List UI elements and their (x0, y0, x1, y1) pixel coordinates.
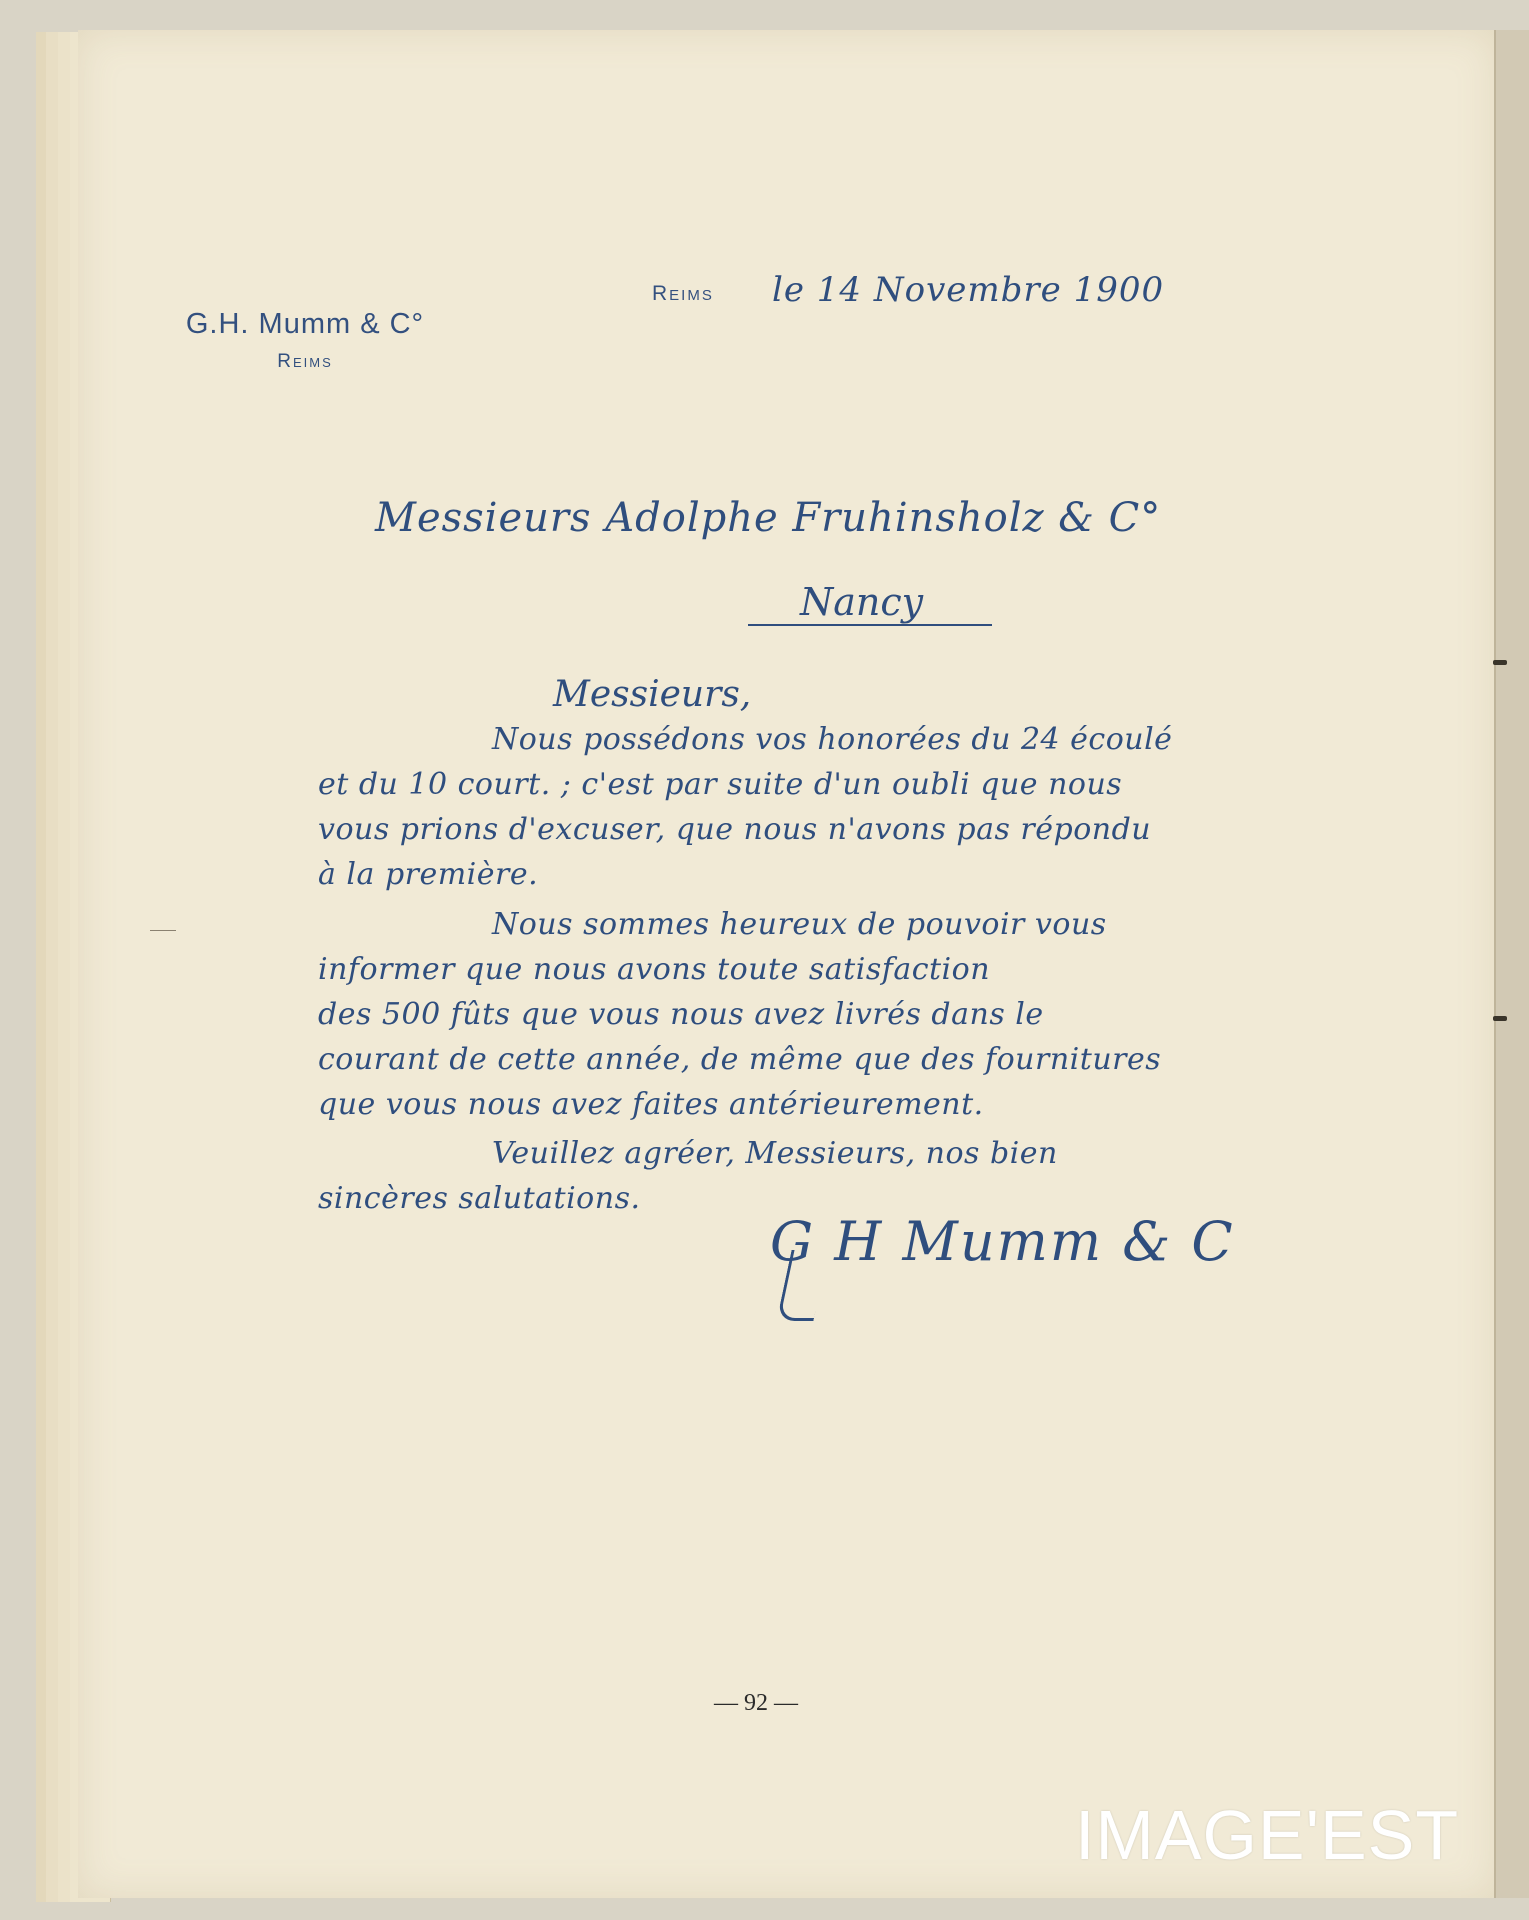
body-line: à la première. (318, 857, 539, 892)
page-number: — 92 — (714, 1690, 798, 1716)
letterhead (170, 308, 440, 373)
signature: G H Mumm & C (770, 1210, 1235, 1273)
staple (1493, 1016, 1507, 1021)
watermark-logo: IMAGE'EST (1075, 1796, 1460, 1874)
body-line: courant de cette année, de même que des fournitures (318, 1042, 1162, 1077)
dateline-date: le 14 Novembre 1900 (772, 270, 1165, 310)
company-city: Reims (277, 351, 333, 372)
body-line: vous prions d'excuser, que nous n'avons pas répondu (318, 812, 1152, 847)
binding-edge (1494, 30, 1529, 1898)
city-underline (748, 624, 992, 626)
body-line: des 500 fûts que vous nous avez livrés dans le (318, 997, 1044, 1032)
margin-mark (150, 930, 176, 931)
body-line: et du 10 court. ; c'est par suite d'un oubli que nous (318, 767, 1123, 802)
body-line: que vous nous avez faites antérieurement. (318, 1087, 984, 1122)
body-line: Veuillez agréer, Messieurs, nos bien (492, 1136, 1058, 1171)
addressee-name: Messieurs Adolphe Fruhinsholz & C° (375, 495, 1162, 541)
addressee-city: Nancy (800, 580, 924, 624)
company-name: G.H. Mumm & C° (185, 308, 425, 340)
body-line: Nous possédons vos honorées du 24 écoulé (492, 722, 1173, 757)
body-line: informer que nous avons toute satisfaction (318, 952, 991, 987)
salutation: Messieurs, (553, 674, 752, 715)
body-line: sincères salutations. (318, 1181, 641, 1216)
staple (1493, 660, 1507, 665)
body-line: Nous sommes heureux de pouvoir vous (492, 907, 1107, 942)
dateline-city: Reims (652, 282, 714, 305)
